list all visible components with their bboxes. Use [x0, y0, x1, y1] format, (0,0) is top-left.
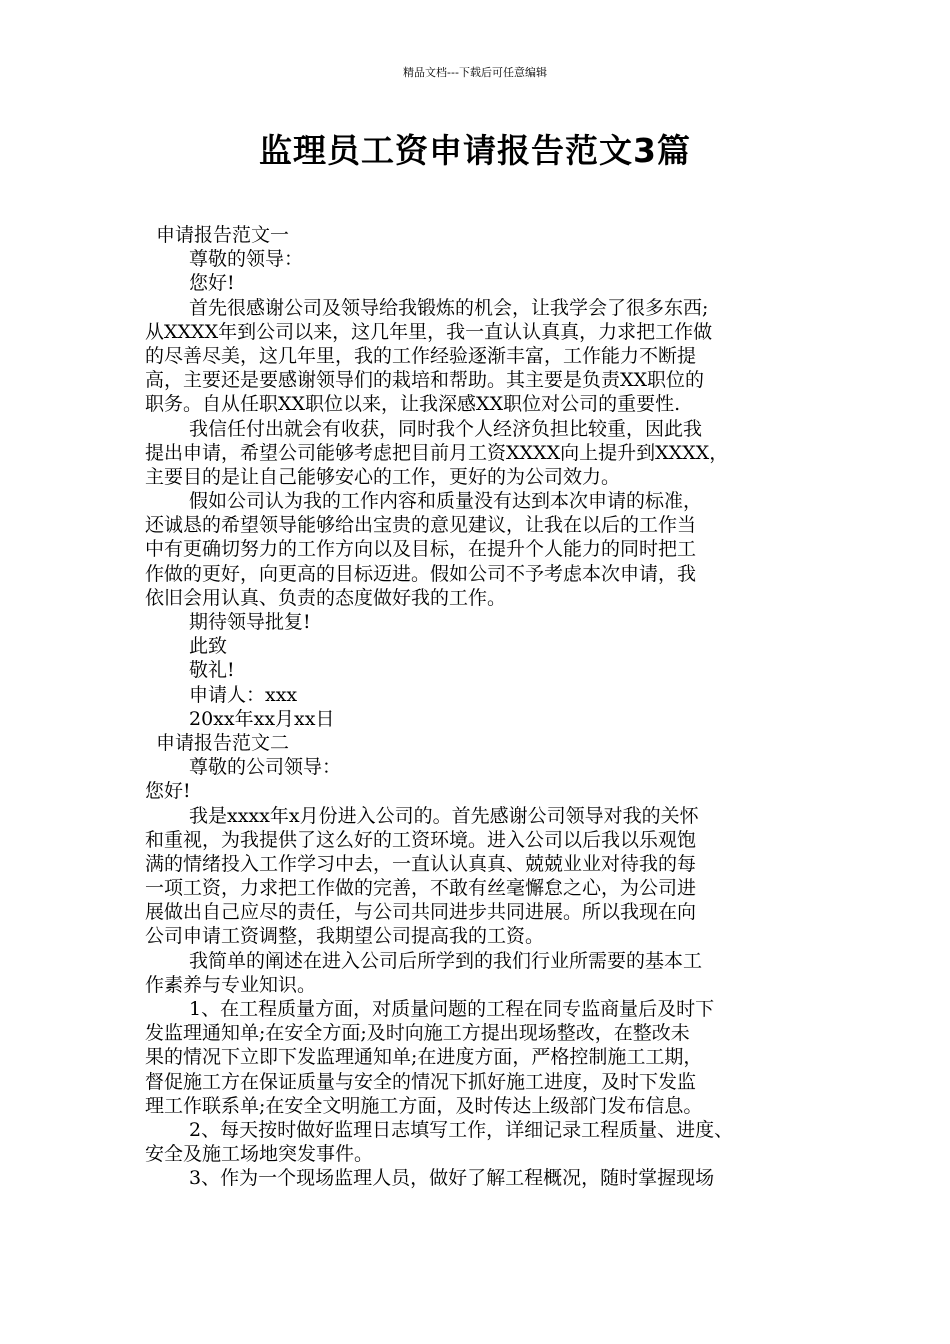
text-line: 敬礼!	[189, 659, 235, 682]
text-line: 申请报告范文一	[156, 224, 290, 246]
text-line: 还诚恳的希望领导能够给出宝贵的意见建议，让我在以后的工作当	[145, 514, 697, 537]
text-line: 期待领导批复!	[189, 611, 311, 633]
text-line: 职务。自从任职XX职位以来，让我深感XX职位对公司的重要性.	[145, 393, 681, 416]
text-line: 果的情况下立即下发监理通知单;在进度方面，严格控制施工工期，	[145, 1046, 703, 1069]
text-line: 提出申请，希望公司能够考虑把目前月工资XXXX向上提升到XXXX，	[145, 441, 729, 464]
text-line: 理工作联系单;在安全文明施工方面，及时传达上级部门发布信息。	[145, 1094, 703, 1117]
text-line: 安全及施工场地突发事件。	[145, 1143, 374, 1166]
text-line: 假如公司认为我的工作内容和质量没有达到本次申请的标准，	[189, 490, 703, 513]
text-line: 一项工资，力求把工作做的完善，不敢有丝毫懈怠之心，为公司进	[145, 877, 697, 900]
text-line: 您好!	[145, 780, 191, 803]
document-title: 监理员工资申请报告范文3篇	[259, 131, 691, 170]
text-line: 我信任付出就会有收获，同时我个人经济负担比较重，因此我	[189, 417, 703, 440]
text-line: 3、作为一个现场监理人员，做好了解工程概况，随时掌握现场	[189, 1167, 715, 1190]
text-line: 首先很感谢公司及领导给我锻炼的机会，让我学会了很多东西;	[189, 296, 709, 319]
text-line: 我是xxxx年x月份进入公司的。首先感谢公司领导对我的关怀	[189, 804, 699, 827]
text-line: 作素养与专业知识。	[145, 973, 317, 996]
text-line: 尊敬的领导：	[189, 248, 304, 271]
text-line: 依旧会用认真、负责的态度做好我的工作。	[145, 586, 507, 609]
text-line: 1、在工程质量方面，对质量问题的工程在同专监商量后及时下	[189, 998, 715, 1020]
text-line: 中有更确切努力的工作方向以及目标，在提升个人能力的同时把工	[145, 538, 697, 561]
text-line: 高，主要还是要感谢领导们的栽培和帮助。其主要是负责XX职位的	[145, 369, 705, 392]
text-line: 此致	[189, 635, 228, 658]
text-line: 申请报告范文二	[156, 731, 290, 754]
text-line: 满的情绪投入工作学习中去，一直认认真真、兢兢业业对待我的每	[145, 852, 697, 875]
text-line: 公司申请工资调整，我期望公司提高我的工资。	[145, 925, 545, 948]
text-line: 从XXXX年到公司以来，这几年里，我一直认认真真，力求把工作做	[145, 320, 713, 343]
text-line: 的尽善尽美，这几年里，我的工作经验逐渐丰富，工作能力不断提	[145, 344, 697, 367]
text-line: 申请人：xxx	[189, 683, 298, 706]
text-line: 主要目的是让自己能够安心的工作，更好的为公司效力。	[145, 465, 621, 488]
text-line: 我简单的阐述在进入公司后所学到的我们行业所需要的基本工	[189, 949, 703, 972]
text-line: 尊敬的公司领导：	[189, 756, 342, 779]
text-line: 2、每天按时做好监理日志填写工作，详细记录工程质量、进度、	[189, 1118, 734, 1141]
text-line: 督促施工方在保证质量与安全的情况下抓好施工进度，及时下发监	[145, 1070, 697, 1093]
document-body	[145, 223, 815, 1191]
text-line: 和重视，为我提供了这么好的工资环境。进入公司以后我以乐观饱	[145, 828, 697, 851]
header-note: 精品文档---下载后可任意编辑	[403, 66, 547, 79]
text-line: 20xx年xx月xx日	[189, 707, 335, 730]
text-line: 发监理通知单;在安全方面;及时向施工方提出现场整改，在整改未	[145, 1022, 690, 1045]
text-line: 您好!	[189, 272, 235, 295]
text-line: 展做出自己应尽的责任，与公司共同进步共同进展。所以我现在向	[145, 901, 697, 924]
text-line: 作做的更好，向更高的目标迈进。假如公司不予考虑本次申请，我	[145, 562, 697, 585]
